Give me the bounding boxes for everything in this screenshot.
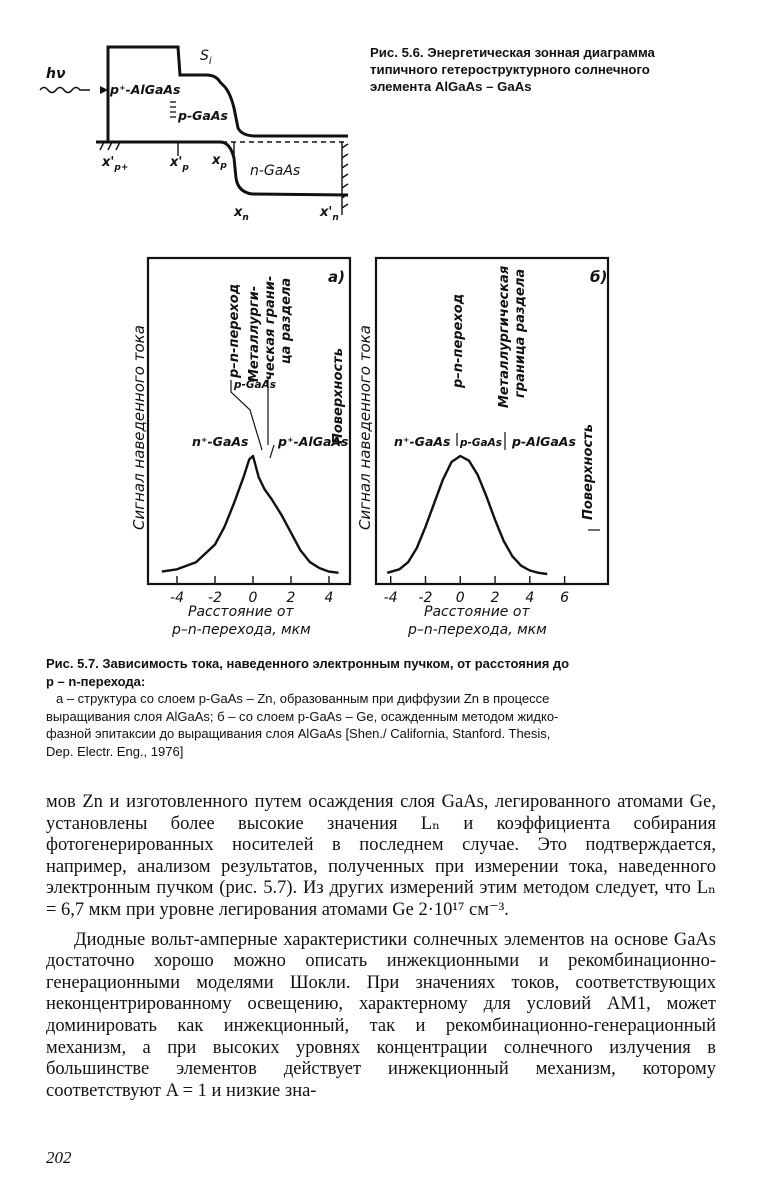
x-tick-label: 0	[248, 590, 258, 606]
xp-plus-label: $x'_{p+}$	[102, 155, 129, 173]
panel-b-frame	[376, 258, 608, 584]
x-tick-label: -4	[170, 590, 184, 606]
light-arrow	[40, 88, 90, 93]
panel-a-metal-label-1: Металлурги-	[247, 285, 262, 382]
hv-label: hν	[46, 66, 66, 82]
panel-a-xlabel-2: p–n-перехода, мкм	[172, 622, 311, 638]
fig57-panel-a	[130, 250, 370, 650]
paragraph-2: Диодные вольт-амперные характеристики солнечных элементов на основе GaAs достаточно хорошо можно описать инжекционными и рекомбинационно-генерационными моделями Шокли. При значениях токов, соответствующих неконцентрированному освещению, характерному для условий AM1, может доминировать как инжекционный, так и рекомбинационно-генерационный механизм, а при высоких уровнях концентрации солнечного излучения в большинстве элементов действует инжекционный механизм, которому соответствуют A = 1 и низкие зна-	[46, 929, 716, 1101]
panel-a-surface-label: Поверхность	[331, 348, 346, 444]
panel-b-xlabel-1: Расстояние от	[424, 604, 530, 620]
fig57-caption: Рис. 5.7. Зависимость тока, наведенного электронным пучком, от расстояния до p – n-перехода: а – структура со слоем p-GaAs – Zn, образованным при диффузии Zn в процессе выращивания слоя AlGaAs; б – со слоем p-GaAs – Ge, осажденным методом жидко- фазной эпитаксии до выращивания слоя AlGaAs [Shen./ California, Stanford. Thesis, Dep. Electr. Eng., 1976]	[46, 656, 570, 759]
panel-b-tag: б)	[590, 268, 608, 286]
panel-a-metal-label-2: ческая грани-	[263, 275, 278, 380]
page-number: 202	[46, 1148, 72, 1167]
panel-b-pn-label: p–n-переход	[451, 293, 466, 388]
panel-b-metal-label-2: граница раздела	[513, 268, 528, 398]
panel-a-ngaas-label: n⁺-GaAs	[192, 434, 249, 449]
panel-b-xlabel-2: p–n-перехода, мкм	[408, 622, 547, 638]
x-tick-label: 6	[560, 590, 570, 606]
panel-a-pn-label: p–n-переход	[227, 283, 242, 378]
fig57-panel-b	[356, 250, 622, 650]
panel-b-metal-label-1: Металлургическая	[497, 265, 512, 408]
panel-a-xlabel-1: Расстояние от	[188, 604, 294, 620]
x-tick-label: -4	[383, 590, 398, 606]
panel-a-pgaas-label: p-GaAs	[234, 379, 276, 391]
x-tick-label: -2	[418, 590, 433, 606]
panel-b-ylabel: Сигнал наведенного тока	[356, 325, 374, 530]
panel-b-pgaas-label: p-GaAs	[460, 437, 502, 449]
x-tick-label: 2	[490, 590, 500, 606]
n-gaas-label: n-GaAs	[250, 163, 301, 179]
panel-b-palgaas-label: p-AlGaAs	[512, 434, 576, 449]
fig56-caption: Рис. 5.6. Энергетическая зонная диаграмма типичного гетероструктурного солнечного элемента AlGaAs – GaAs	[370, 45, 655, 94]
xn-label: $x_n$	[234, 205, 249, 223]
panel-b-surface-label: Поверхность	[581, 424, 596, 520]
panel-b-ngaas-label: n⁺-GaAs	[394, 434, 451, 449]
x-tick-label: 0	[455, 590, 465, 606]
x-tick-label: -2	[208, 590, 222, 606]
p-plus-algaas-label: p⁺-AlGaAs	[110, 82, 181, 97]
body-text	[46, 792, 716, 1102]
xp-prime-label: $x'_p$	[170, 155, 189, 173]
p-gaas-label: p-GaAs	[178, 108, 228, 123]
signal-curve	[162, 456, 339, 573]
panel-a-metal-label-3: ца раздела	[279, 277, 294, 364]
si-label: $S_i$	[200, 48, 212, 67]
panel-a-ylabel: Сигнал наведенного тока	[130, 325, 148, 530]
xp-label: $x_p$	[212, 153, 227, 171]
xn-prime-label: $x'_n$	[320, 205, 339, 223]
x-tick-label: 4	[525, 590, 535, 606]
signal-curve	[387, 456, 547, 574]
x-tick-label: 2	[286, 590, 296, 606]
band-diagram	[30, 30, 360, 235]
paragraph-1: мов Zn и изготовленного путем осаждения слоя GaAs, легированного атомами Ge, установлены более высокие значения Lₙ и коэффициента собирания фотогенерированных носителей в последнем случае. Это подтверждается, например, анализом результатов, полученных при измерении тока, наведенного электронным пучком (рис. 5.7). Из других измерений этим методом следует, что Lₙ = 6,7 мкм при уровне легирования атомами Ge 2·10¹⁷ см⁻³.	[46, 792, 716, 920]
panel-a-palgaas-label: p⁺-AlGaAs	[278, 434, 349, 449]
panel-a-tag: а)	[328, 268, 345, 286]
x-tick-label: 4	[324, 590, 334, 606]
